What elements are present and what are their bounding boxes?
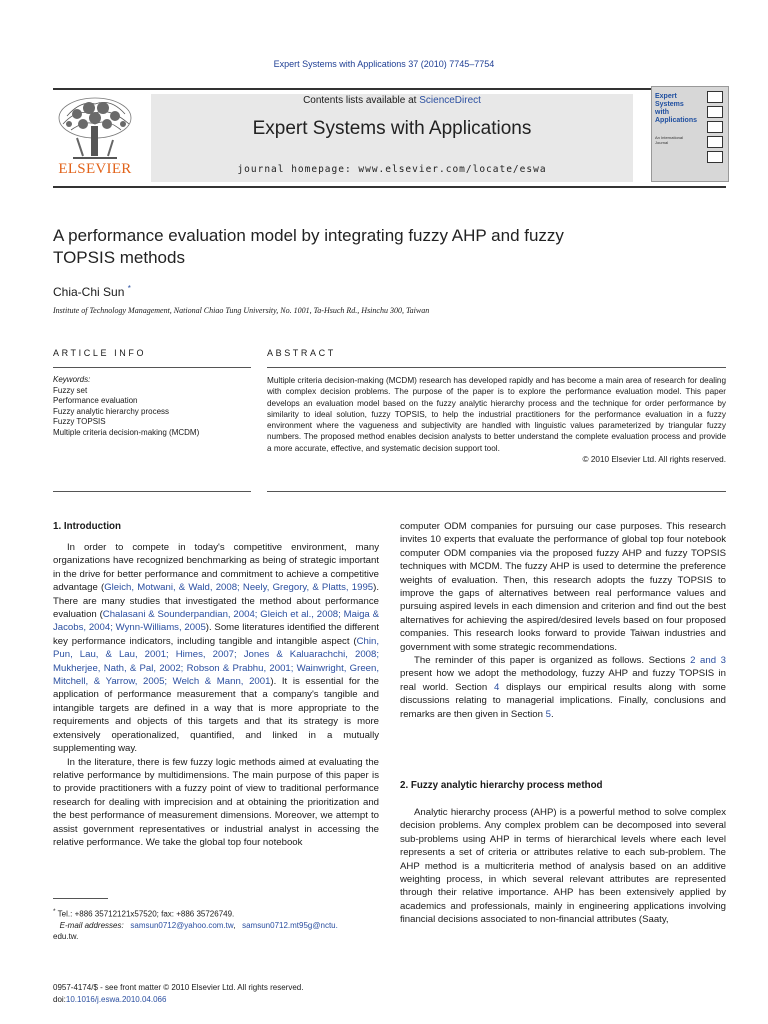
contents-line: [151, 95, 633, 106]
intro-paragraph-2: In the literature, there is few fuzzy logic methods aimed at evaluating the relative performance by multidimensions. The main purpose of this paper is to provide practitioners with a fuzzy point of view to traditional performance research for dealing with imprecision and at obtaining the prioritization and the best performance of measurement dimensions. Moreover, we attempt to assist government representatives or industrial analyst in accessing the relative performance. We take the global top four notebook: [53, 756, 379, 848]
text-run: displays our empirical results along with some discussions relating to managerial implications. Finally, conclusions and remarks are then given in Section: [400, 681, 726, 720]
email-tail: edu.tw.: [53, 931, 79, 941]
left-column: [53, 541, 379, 849]
author-affiliation: Institute of Technology Management, National Chiao Tung University, No. 1001, Ta-Hsuch Rd., Hsinchu 300, Taiwan: [53, 306, 430, 315]
publisher-name: ELSEVIER: [58, 161, 132, 177]
text-run: The reminder of this paper is organized as follows. Sections: [414, 655, 691, 667]
email-link[interactable]: samsun0712@yahoo.com.tw: [130, 920, 234, 930]
cover-title: [655, 93, 698, 125]
author-text: Chia-Chi Sun: [53, 285, 125, 299]
footnote-contact: [53, 906, 379, 920]
elsevier-logo[interactable]: [53, 94, 137, 182]
cover-subtitle: An International Journal: [655, 135, 684, 145]
footnote-tel: Tel.: +886 35712121x57520; fax: +886 35726749.: [55, 909, 235, 919]
section-link[interactable]: 2 and 3: [690, 655, 727, 667]
cover-chart-icon: [707, 106, 723, 118]
doi-line: [53, 994, 303, 1006]
doi-link[interactable]: 10.1016/j.eswa.2010.04.066: [65, 995, 167, 1004]
keyword-item: Multiple criteria decision-making (MCDM): [53, 427, 200, 437]
text-run: ). There are many studies that investigated the method about performance evaluation (: [53, 582, 379, 621]
cover-gear-icon: [707, 91, 723, 103]
abstract-body: [267, 375, 726, 465]
journal-banner: [151, 94, 633, 182]
article-info-rule: [53, 367, 251, 368]
section-2-heading: 2. Fuzzy analytic hierarchy process method: [400, 780, 603, 791]
intro-paragraph-4: [400, 654, 726, 721]
elsevier-tree-icon: [53, 94, 137, 164]
cover-title-line: Systems: [655, 101, 684, 108]
abstract-rule: [267, 367, 726, 368]
journal-title[interactable]: Expert Systems with Applications: [252, 118, 532, 139]
author-name: [53, 284, 131, 299]
article-info-bottom-rule: [53, 491, 251, 492]
cover-figure-icon: [707, 151, 723, 163]
text-run: present how we adopt the methodology, fuzzy AHP and fuzzy TOPSIS in real world. Section: [400, 668, 726, 693]
abstract-heading: ABSTRACT: [267, 348, 336, 358]
footnote-rule: [53, 898, 108, 899]
email-link[interactable]: samsun0712.mt95g@nctu.: [242, 920, 338, 930]
section-link[interactable]: 5: [545, 708, 551, 720]
header-bottom-rule: [53, 186, 726, 188]
keyword-item: Fuzzy TOPSIS: [53, 417, 106, 426]
citation-link[interactable]: Chin, Pun, Lau, & Lau, 2001; Himes, 2007; Jones & Kaluarachchi, 2008; Mukherjee, Nath, & Pal, 2002; Robson & Prabhu, 2001; Wainwright, Green, Mitchell, & Yarrow, 2005; Welch & Mann, 2001: [53, 635, 379, 688]
sciencedirect-link[interactable]: ScienceDirect: [419, 95, 481, 106]
journal-citation[interactable]: Expert Systems with Applications 37 (2010) 7745–7754: [273, 59, 495, 69]
doi-prefix: doi:: [53, 995, 66, 1004]
section-1-heading: 1. Introduction: [53, 521, 122, 532]
cover-title-line: Expert: [655, 93, 677, 100]
text-run: In order to compete in today's competitive environment, many organizations have recognized benchmarking as being of strategic important in the drive for better performance and commitment to achieve a competitive advantage (: [53, 542, 379, 594]
section-2-paragraph-1: Analytic hierarchy process (AHP) is a powerful method to solve complex decision problems. Any complex problem can be decomposed into several sub-problems using AHP in terms of hierarchical levels where each level represents a set of criteria or attributes relative to each sub-problem. The AHP method is a multicriteria method of analysis based on an additive weighting process, in which several relevant attributes are represented through their relative importance. AHP has been extensively applied by academics and professionals, mainly in engineering applications involving financial decisions associated to non-financial attributes (Saaty,: [400, 807, 726, 926]
cover-grid-icon: [707, 136, 723, 148]
keywords-block: [53, 375, 199, 438]
header-top-rule: [53, 88, 726, 90]
text-run: ). Some literatures identified the different key performance indicators, including tangible and intangible aspect (: [53, 622, 379, 647]
article-title-line: A performance evaluation model by integrating fuzzy AHP and fuzzy: [53, 226, 564, 245]
journal-homepage[interactable]: journal homepage: www.elsevier.com/locate/eswa: [237, 164, 547, 175]
footnote-emails: E-mail addresses: samsun0712@yahoo.com.tw, samsun0712.mt95g@nctu.: [59, 920, 338, 930]
issn-line: 0957-4174/$ - see front matter © 2010 Elsevier Ltd. All rights reserved.: [53, 983, 304, 992]
author-footnote: [53, 906, 379, 942]
article-info-heading: ARTICLE INFO: [53, 348, 147, 358]
article-title-line: TOPSIS methods: [53, 248, 185, 267]
keyword-item: Fuzzy analytic hierarchy process: [53, 406, 170, 416]
email-label: E-mail addresses:: [59, 920, 124, 930]
footnote-mark: *: [53, 908, 56, 915]
section-link[interactable]: 4: [493, 681, 500, 693]
article-title: [53, 225, 653, 269]
cover-wheel-icon: [707, 121, 723, 133]
text-run: ). It is essential for the application of performance measurement that a company's tangible and intangible targets are defined in a way that is more appropriate to the requirements and objects of this targets and that its strategy is more extensively operationalized, quantified, and linked in a mutually supplementing way.: [53, 676, 380, 755]
right-column-section-2: [400, 806, 726, 927]
page-footer: [53, 982, 303, 1006]
citation-link[interactable]: Chalasani & Sounderpandian, 2004; Gleich et al., 2008; Maiga & Jacobs, 2004; Wynn-Williams, 2005: [53, 609, 379, 634]
right-column: [400, 520, 726, 721]
text-run: .: [550, 708, 554, 720]
intro-paragraph-1: [53, 541, 379, 756]
keyword-item: Fuzzy set: [53, 385, 88, 395]
citation-link[interactable]: Gleich, Motwani, & Wald, 2008; Neely, Gregory, & Platts, 1995: [104, 582, 374, 594]
journal-cover-thumbnail[interactable]: [651, 86, 729, 182]
contents-prefix: Contents lists available at: [303, 95, 420, 106]
cover-title-line: with: [655, 109, 669, 116]
keyword-item: Performance evaluation: [53, 396, 138, 405]
author-footnote-link[interactable]: *: [127, 284, 131, 293]
abstract-text: Multiple criteria decision-making (MCDM) research has developed rapidly and has become a main area of research for dealing with complex decision problems. The purpose of the paper is to explore the performance evaluation model. This paper develops an evaluation model based on the fuzzy analytic hierarchy process and the technique for order performance by similarity to ideal solution, fuzzy TOPSIS, to help the industrial practitioners for the performance evaluation in a fuzzy environment where the vagueness and subjectivity are handled with linguistic values parameterized by triangular fuzzy numbers. The proposed method enables decision analysts to better understand the complete evaluation process and provide a more accurate, effective, and systematic decision support tool.: [267, 376, 726, 453]
abstract-copyright: © 2010 Elsevier Ltd. All rights reserved.: [582, 455, 726, 465]
abstract-bottom-rule: [267, 491, 726, 492]
cover-icon-strip: [703, 89, 726, 166]
cover-title-line: Applications: [655, 117, 698, 124]
keywords-label: Keywords:: [53, 375, 91, 384]
intro-paragraph-3: computer ODM companies for pursuing our case purposes. This research invites 10 experts that evaluate the performance of global top four notebook computer ODM companies via the proposed fuzzy AHP and fuzzy TOPSIS techniques with MCDM. The fuzzy AHP is used to determine the preference weights of evaluation. Then, this research adopts the fuzzy TOPSIS to improve the gaps of alternatives between real performance values and pursuing aspired levels in each dimension and criterion and find out the best alternatives for achieving the aspired/desired levels based on four proposed companies. This research looks forward to provide Taiwan industries and government with some strategic recommendations.: [400, 521, 726, 653]
